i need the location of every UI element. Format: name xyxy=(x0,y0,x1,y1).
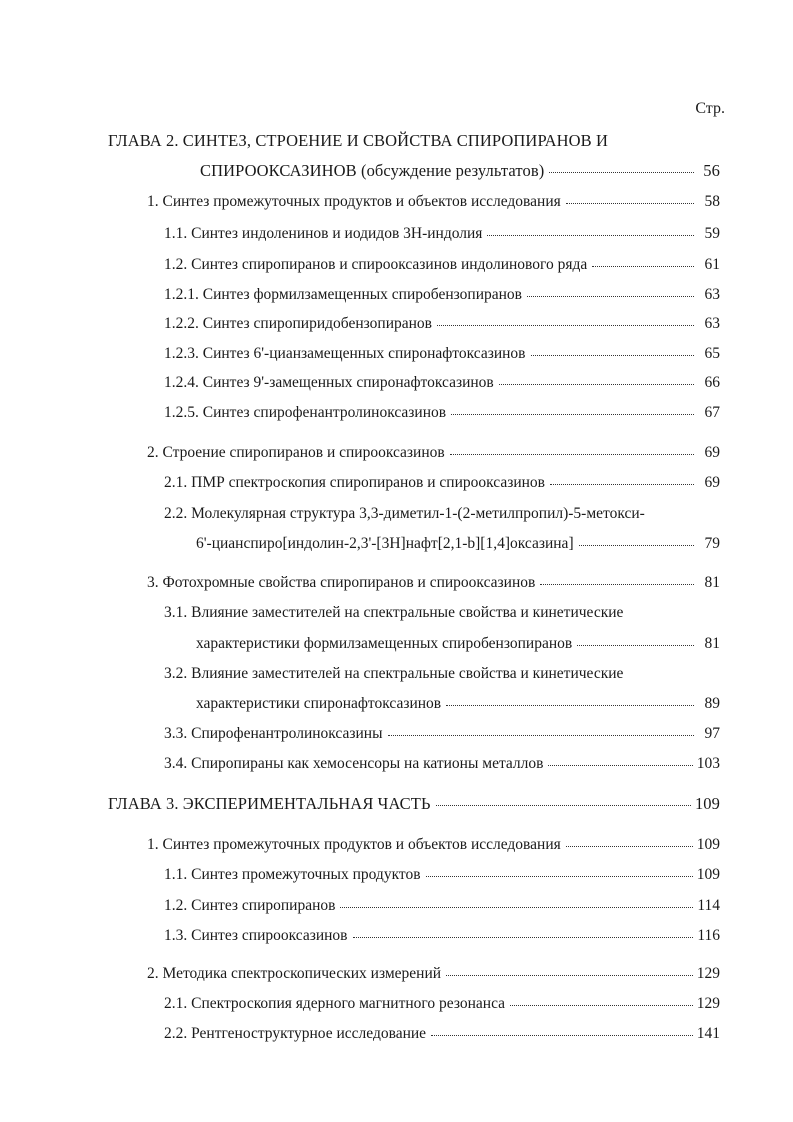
dot-leader xyxy=(579,545,694,546)
toc-entry xyxy=(147,191,720,213)
toc-entry-text: СПИРООКСАЗИНОВ (обсуждение результатов) xyxy=(200,161,545,180)
toc-page-number: 81 xyxy=(704,635,720,652)
toc-entry-text: 1. Синтез промежуточных продуктов и объектов исследования xyxy=(147,836,561,853)
dot-leader xyxy=(592,266,694,267)
toc-page-number: 61 xyxy=(704,256,720,273)
dot-leader xyxy=(446,975,693,976)
dot-leader xyxy=(388,735,695,736)
toc-page-number: 81 xyxy=(704,574,720,591)
toc-entry xyxy=(164,753,720,775)
dot-leader xyxy=(527,296,694,297)
toc-entry-text: ГЛАВА 3. ЭКСПЕРИМЕНТАЛЬНАЯ ЧАСТЬ xyxy=(108,794,431,813)
toc-entry xyxy=(164,223,720,245)
toc-page-number: 67 xyxy=(704,404,720,421)
toc-page-number: 63 xyxy=(704,286,720,303)
dot-leader xyxy=(540,584,694,585)
dot-leader xyxy=(451,414,694,415)
toc-entry-text: 2.1. Спектроскопия ядерного магнитного резонанса xyxy=(164,995,506,1012)
dot-leader xyxy=(499,384,694,385)
toc-page-number: 59 xyxy=(704,225,720,242)
toc-entry xyxy=(200,160,720,182)
toc-entry-text: 2. Строение спиропиранов и спирооксазинов xyxy=(147,444,445,461)
toc-page-number: 69 xyxy=(704,444,720,461)
toc-chapter-2-title xyxy=(108,130,728,152)
toc-entry xyxy=(147,442,720,464)
toc-entry xyxy=(147,572,720,594)
toc-entry xyxy=(164,503,724,525)
toc-entry-text: 1.2. Синтез спиропиранов и спирооксазинов индолинового ряда xyxy=(164,256,588,273)
toc-page-number: 114 xyxy=(697,897,720,914)
toc-page-number: 103 xyxy=(696,755,720,772)
toc-page-number: 79 xyxy=(704,535,720,552)
dot-leader xyxy=(548,765,692,766)
dot-leader xyxy=(549,172,694,173)
toc-page-number: 129 xyxy=(696,995,720,1012)
toc-entry-text: 1.2.1. Синтез формилзамещенных спиробензопиранов xyxy=(164,286,522,303)
toc-page-number: 141 xyxy=(696,1025,720,1042)
dot-leader xyxy=(487,235,694,236)
dot-leader xyxy=(566,203,694,204)
toc-entry-text: 3. Фотохромные свойства спиропиранов и спирооксазинов xyxy=(147,574,536,591)
dot-leader xyxy=(436,805,691,806)
toc-entry-text: 3.4. Спиропираны как хемосенсоры на катионы металлов xyxy=(164,755,544,772)
toc-entry-text: 1.2. Синтез спиропиранов xyxy=(164,897,336,914)
toc-page-number: 109 xyxy=(696,866,720,883)
toc-entry-text: 1.3. Синтез спирооксазинов xyxy=(164,927,348,944)
toc-entry xyxy=(196,533,720,555)
dot-leader xyxy=(450,454,694,455)
toc-entry-text: 2.1. ПМР спектроскопия спиропиранов и спирооксазинов xyxy=(164,474,545,491)
toc-entry xyxy=(164,723,720,745)
toc-entry xyxy=(164,284,720,306)
toc-entry xyxy=(164,895,720,917)
toc-entry-text: характеристики спиронафтоксазинов xyxy=(196,695,442,712)
dot-leader xyxy=(353,937,694,938)
page-column-header: Стр. xyxy=(695,100,725,117)
toc-entry xyxy=(164,993,720,1015)
dot-leader xyxy=(550,484,694,485)
toc-entry xyxy=(164,472,720,494)
toc-entry xyxy=(164,925,720,947)
toc-entry-text: ГЛАВА 2. СИНТЕЗ, СТРОЕНИЕ И СВОЙСТВА СПИРОПИРАНОВ И xyxy=(108,131,609,150)
toc-page-number: 66 xyxy=(704,374,720,391)
toc-page-number: 129 xyxy=(696,965,720,982)
toc-entry-text: характеристики формилзамещенных спиробензопиранов xyxy=(196,635,573,652)
dot-leader xyxy=(437,325,694,326)
toc-page-number: 65 xyxy=(704,345,720,362)
toc-entry xyxy=(164,343,720,365)
dot-leader xyxy=(510,1005,693,1006)
toc-entry-text: 2.2. Рентгеноструктурное исследование xyxy=(164,1025,427,1042)
toc-entry xyxy=(164,402,720,424)
toc-entry-text: 3.3. Спирофенантролиноксазины xyxy=(164,725,383,742)
toc-entry xyxy=(164,313,720,335)
toc-entry-text: 1. Синтез промежуточных продуктов и объектов исследования xyxy=(147,193,561,210)
toc-page-number: 58 xyxy=(704,193,720,210)
toc-entry-text: 3.1. Влияние заместителей на спектральные свойства и кинетические xyxy=(164,604,624,621)
toc-entry xyxy=(164,254,720,276)
toc-entry-text: 1.2.4. Синтез 9'-замещенных спиронафтоксазинов xyxy=(164,374,494,391)
dot-leader xyxy=(566,846,693,847)
toc-page-number: 109 xyxy=(696,836,720,853)
toc-entry-text: 2. Методика спектроскопических измерений xyxy=(147,965,442,982)
toc-page-number: 56 xyxy=(703,161,720,180)
dot-leader xyxy=(340,907,693,908)
toc-entry xyxy=(196,633,720,655)
toc-entry xyxy=(164,864,720,886)
toc-entry-text: 1.1. Синтез промежуточных продуктов xyxy=(164,866,421,883)
toc-page-number: 97 xyxy=(704,725,720,742)
dot-leader xyxy=(446,705,694,706)
dot-leader xyxy=(426,876,693,877)
toc-entry xyxy=(164,1023,720,1045)
toc-entry-text: 1.2.2. Синтез спиропиридобензопиранов xyxy=(164,315,432,332)
toc-page-number: 69 xyxy=(704,474,720,491)
toc-page-number: 116 xyxy=(697,927,720,944)
toc-entry xyxy=(147,834,720,856)
toc-page-number: 89 xyxy=(704,695,720,712)
toc-entry-text: 3.2. Влияние заместителей на спектральные свойства и кинетические xyxy=(164,665,624,682)
toc-entry xyxy=(164,372,720,394)
toc-entry xyxy=(196,693,720,715)
toc-entry-text: 2.2. Молекулярная структура 3,3-диметил-1-(2-метилпропил)-5-метокси- xyxy=(164,505,645,522)
toc-page-number: 63 xyxy=(704,315,720,332)
toc-entry-text: 1.2.5. Синтез спирофенантролиноксазинов xyxy=(164,404,447,421)
dot-leader xyxy=(431,1035,693,1036)
dot-leader xyxy=(577,645,694,646)
toc-entry xyxy=(164,602,724,624)
toc-entry-text: 6'-цианспиро[индолин-2,3'-[3Н]нафт[2,1-b][1,4]оксазина] xyxy=(196,535,574,552)
dot-leader xyxy=(531,355,694,356)
toc-entry xyxy=(147,963,720,985)
toc-entry-text: 1.2.3. Синтез 6'-цианзамещенных спиронафтоксазинов xyxy=(164,345,526,362)
toc-entry xyxy=(164,663,724,685)
toc-chapter-3-title xyxy=(108,793,720,815)
toc-entry-text: 1.1. Синтез индоленинов и иодидов 3Н-индолия xyxy=(164,225,483,242)
toc-page-number: 109 xyxy=(694,794,720,813)
